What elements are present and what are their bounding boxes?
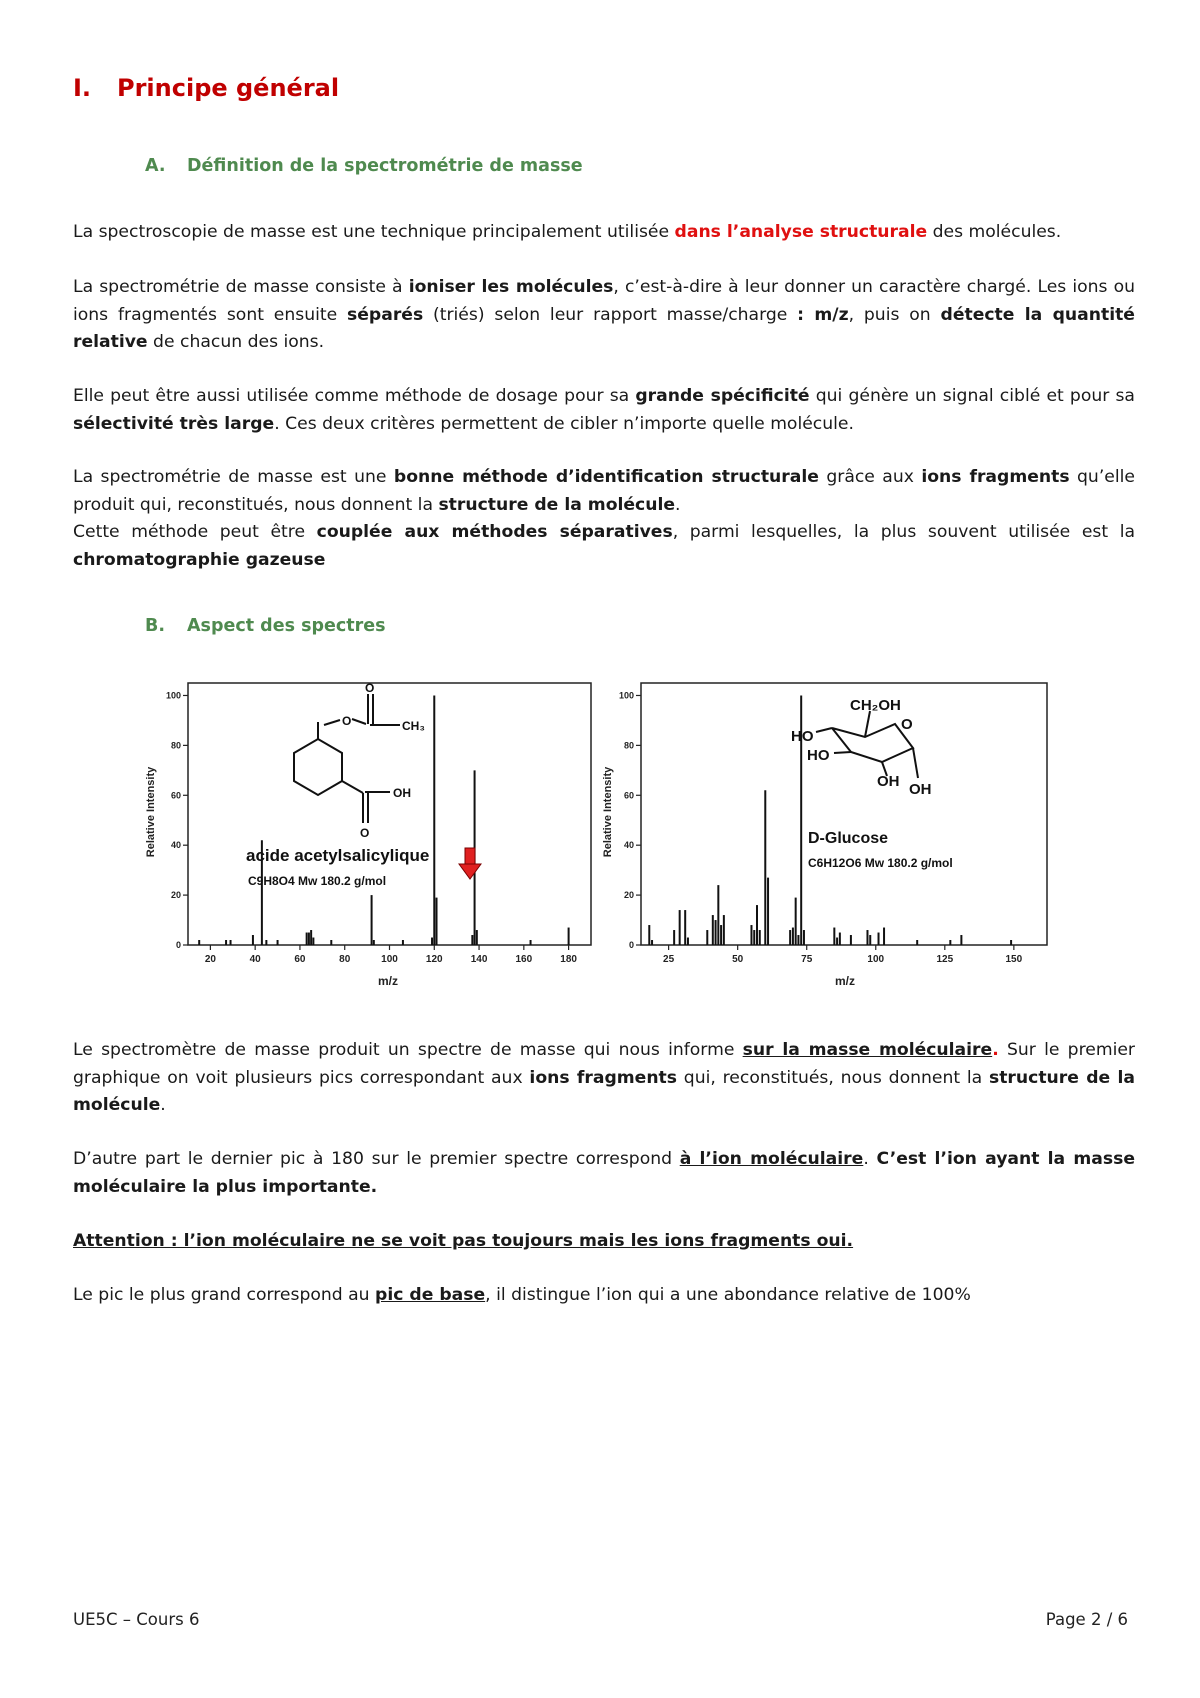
- paragraph-1: La spectroscopie de masse est une technique principalement utilisée dans l’analyse structurale des molécules.: [73, 222, 1062, 242]
- atom-label-o: O: [365, 681, 375, 695]
- x-tick-label: 100: [867, 954, 885, 965]
- atom-label-o: O: [360, 826, 370, 840]
- x-tick-label: 80: [339, 954, 351, 965]
- y-tick-label: 40: [170, 840, 181, 851]
- compound-name: acide acetylsalicylique: [246, 846, 430, 865]
- atom-label-ho: HO: [791, 728, 814, 745]
- x-tick-label: 20: [204, 954, 216, 965]
- y-tick-label: 80: [170, 740, 181, 751]
- y-tick-label: 0: [175, 940, 181, 950]
- compound-formula: C9H8O4 Mw 180.2 g/mol: [248, 874, 387, 888]
- x-tick-label: 50: [732, 954, 744, 965]
- x-axis-label: m/z: [377, 974, 399, 988]
- y-tick-label: 0: [628, 940, 634, 950]
- x-tick-label: 25: [663, 954, 675, 965]
- plot-frame: [641, 683, 1047, 945]
- subsection-heading-b: B. Aspect des spectres: [145, 616, 386, 636]
- y-axis-label: Relative Intensity: [145, 766, 157, 858]
- spectrum-aspirin-chart: [138, 680, 598, 990]
- x-tick-label: 40: [249, 954, 261, 965]
- atom-label-oh: OH: [909, 781, 932, 798]
- x-tick-label: 125: [936, 954, 954, 965]
- x-tick-label: 60: [294, 954, 306, 965]
- paragraph-5: Le spectromètre de masse produit un spectre de masse qui nous informe sur la masse moléculaire. Sur le premier graphique on voit plusieurs pics correspondant aux ions fragments qui, reconstitués, nous donnent la structure de la molécule.: [73, 1040, 1135, 1115]
- y-tick-label: 20: [623, 890, 634, 901]
- atom-label-ch2oh: CH₂OH: [850, 697, 901, 714]
- footer-page-number: Page 2 / 6: [1045, 1610, 1128, 1629]
- x-axis-label: m/z: [834, 974, 856, 988]
- y-tick-label: 60: [170, 790, 181, 801]
- x-tick-label: 75: [801, 954, 813, 965]
- y-tick-label: 80: [623, 740, 634, 751]
- y-tick-label: 100: [618, 690, 634, 701]
- attention-note: Attention : l’ion moléculaire ne se voit pas toujours mais les ions fragments oui.: [73, 1231, 854, 1251]
- x-tick-label: 120: [425, 954, 443, 965]
- footer-course: UE5C – Cours 6: [73, 1610, 200, 1629]
- atom-label-oh: OH: [393, 786, 411, 800]
- paragraph-8: Le pic le plus grand correspond au pic de base, il distingue l’ion qui a une abondance relative de 100%: [73, 1285, 971, 1305]
- section-heading-1: I. Principe général: [73, 74, 340, 102]
- atom-label-ho: HO: [807, 747, 830, 764]
- atom-label-o: O: [342, 714, 352, 728]
- x-tick-label: 180: [560, 954, 577, 965]
- paragraph-4: La spectrométrie de masse est une bonne méthode d’identification structurale grâce aux ions fragments qu’elle produit qui, reconstitués, nous donnent la structure de la molécule. Cette méthode peut être couplée aux méthodes séparatives, parmi lesquelles, la plus souvent utilisée est la chromatographie gazeuse: [73, 467, 1136, 570]
- atom-label-oh: OH: [877, 773, 900, 790]
- y-axis-label: Relative Intensity: [602, 766, 614, 858]
- x-tick-label: 100: [381, 954, 398, 965]
- x-tick-label: 140: [470, 954, 488, 965]
- paragraph-6: D’autre part le dernier pic à 180 sur le premier spectre correspond à l’ion moléculaire. C’est l’ion ayant la masse moléculaire la plus importante.: [73, 1149, 1135, 1197]
- y-tick-label: 60: [623, 790, 634, 801]
- plot-frame: [188, 683, 591, 945]
- atom-label-ch3: CH₃: [402, 719, 425, 733]
- x-tick-label: 150: [1005, 954, 1023, 965]
- atom-label-o: O: [901, 716, 913, 733]
- spectrum-glucose: [595, 680, 1055, 990]
- subsection-heading-a: A. Définition de la spectrométrie de masse: [145, 156, 583, 176]
- spectrum-glucose-chart: [595, 680, 1055, 990]
- paragraph-2: La spectrométrie de masse consiste à ioniser les molécules, c’est-à-dire à leur donner un caractère chargé. Les ions ou ions fragmentés sont ensuite séparés (triés) selon leur rapport masse/charge : m/z, puis on détecte la quantité relative de chacun des ions.: [73, 277, 1136, 352]
- y-tick-label: 40: [623, 840, 634, 851]
- compound-name: D-Glucose: [808, 830, 889, 847]
- x-tick-label: 160: [515, 954, 533, 965]
- y-tick-label: 20: [170, 890, 181, 901]
- y-tick-label: 100: [165, 690, 181, 701]
- paragraph-3: Elle peut être aussi utilisée comme méthode de dosage pour sa grande spécificité qui génère un signal ciblé et pour sa sélectivité très large. Ces deux critères permettent de cibler n’importe quelle molécule.: [73, 386, 1135, 434]
- spectrum-aspirin: [138, 680, 598, 990]
- compound-formula: C6H12O6 Mw 180.2 g/mol: [808, 856, 953, 870]
